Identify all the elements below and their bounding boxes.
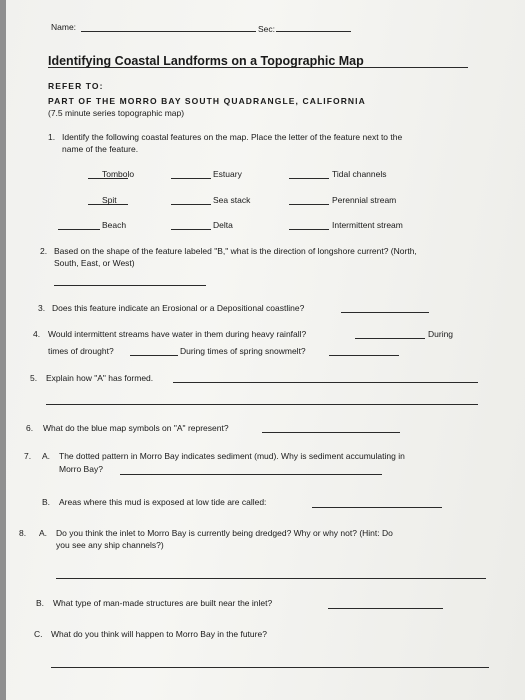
q1-text-line1: Identify the following coastal features on the map. Place the letter of the feature next to the [62, 132, 403, 142]
page-title: Identifying Coastal Landforms on a Topographic Map [48, 54, 364, 68]
q8a-text-line2: you see any ship channels?) [56, 540, 164, 550]
feature-label-spit: Spit [102, 195, 117, 205]
q6-answer-line[interactable] [262, 432, 400, 433]
q2-text-line1: Based on the shape of the feature labeled "B," what is the direction of longshore current? (North, [54, 246, 417, 256]
answer-blank-beach[interactable] [58, 229, 100, 230]
q1-text-line2: name of the feature. [62, 144, 139, 154]
q7b-label: B. [42, 497, 51, 507]
answer-blank-perennial-stream[interactable] [289, 204, 329, 205]
q4-snowmelt-answer-line[interactable] [329, 355, 399, 356]
q8-number: 8. [19, 528, 27, 538]
feature-label-delta: Delta [213, 220, 233, 230]
q6-number: 6. [26, 423, 34, 433]
feature-label-intermittent-stream: Intermittent stream [332, 220, 403, 230]
name-label: Name: [51, 22, 77, 32]
q2-answer-line[interactable] [54, 285, 206, 286]
refer-quadrangle: PART OF THE MORRO BAY SOUTH QUADRANGLE, CALIFORNIA [48, 96, 366, 106]
q6-text: What do the blue map symbols on "A" represent? [43, 423, 229, 433]
title-underline [48, 67, 468, 68]
q8c-answer-line[interactable] [51, 667, 489, 668]
q4-drought-answer-line[interactable] [130, 355, 178, 356]
q8c-text: What do you think will happen to Morro Bay in the future? [51, 629, 267, 639]
sec-field[interactable] [276, 31, 351, 32]
q5-answer-line-1[interactable] [173, 382, 478, 383]
q4-text-drought: times of drought? [48, 346, 114, 356]
q7b-text: Areas where this mud is exposed at low tide are called: [59, 497, 267, 507]
q8b-label: B. [36, 598, 45, 608]
q3-text: Does this feature indicate an Erosional or a Depositional coastline? [52, 303, 305, 313]
q7a-text-line2: Morro Bay? [59, 464, 103, 474]
q4-text-line1: Would intermittent streams have water in them during heavy rainfall? [48, 329, 307, 339]
q4-number: 4. [33, 329, 41, 339]
answer-blank-delta[interactable] [171, 229, 211, 230]
answer-blank-tidal-channels[interactable] [289, 178, 329, 179]
answer-blank-estuary[interactable] [171, 178, 211, 179]
q4-rainfall-answer-line[interactable] [355, 338, 425, 339]
q2-text-line2: South, East, or West) [54, 258, 135, 268]
q7b-answer-line[interactable] [312, 507, 442, 508]
q8a-label: A. [39, 528, 48, 538]
feature-label-tombolo: Tombolo [102, 169, 135, 179]
q4-during-text: During [428, 329, 454, 339]
feature-label-perennial-stream: Perennial stream [332, 195, 397, 205]
q7a-answer-line[interactable] [120, 474, 382, 475]
q1-number: 1. [48, 132, 56, 142]
q5-answer-line-2[interactable] [46, 404, 478, 405]
q5-text: Explain how "A" has formed. [46, 373, 154, 383]
feature-label-tidal-channels: Tidal channels [332, 169, 387, 179]
q8c-label: C. [34, 629, 43, 639]
answer-blank-sea-stack[interactable] [171, 204, 211, 205]
worksheet-page [6, 0, 525, 700]
q3-number: 3. [38, 303, 46, 313]
q8a-answer-line[interactable] [56, 578, 486, 579]
q7-number: 7. [24, 451, 32, 461]
feature-label-beach: Beach [102, 220, 127, 230]
refer-heading: REFER TO: [48, 81, 104, 91]
q8b-text: What type of man-made structures are built near the inlet? [53, 598, 273, 608]
q7a-text-line1: The dotted pattern in Morro Bay indicates sediment (mud). Why is sediment accumulating in [59, 451, 405, 461]
feature-label-sea-stack: Sea stack [213, 195, 251, 205]
q8b-answer-line[interactable] [328, 608, 443, 609]
q2-number: 2. [40, 246, 48, 256]
q4-text-snowmelt: During times of spring snowmelt? [180, 346, 306, 356]
feature-label-estuary: Estuary [213, 169, 242, 179]
sec-label: Sec: [258, 24, 276, 34]
q7a-label: A. [42, 451, 51, 461]
refer-series: (7.5 minute series topographic map) [48, 108, 185, 118]
q8a-text-line1: Do you think the inlet to Morro Bay is currently being dredged? Why or why not? (Hint: Do [56, 528, 393, 538]
name-field[interactable] [81, 31, 256, 32]
q5-number: 5. [30, 373, 38, 383]
q3-answer-line[interactable] [341, 312, 429, 313]
answer-blank-intermittent-stream[interactable] [289, 229, 329, 230]
